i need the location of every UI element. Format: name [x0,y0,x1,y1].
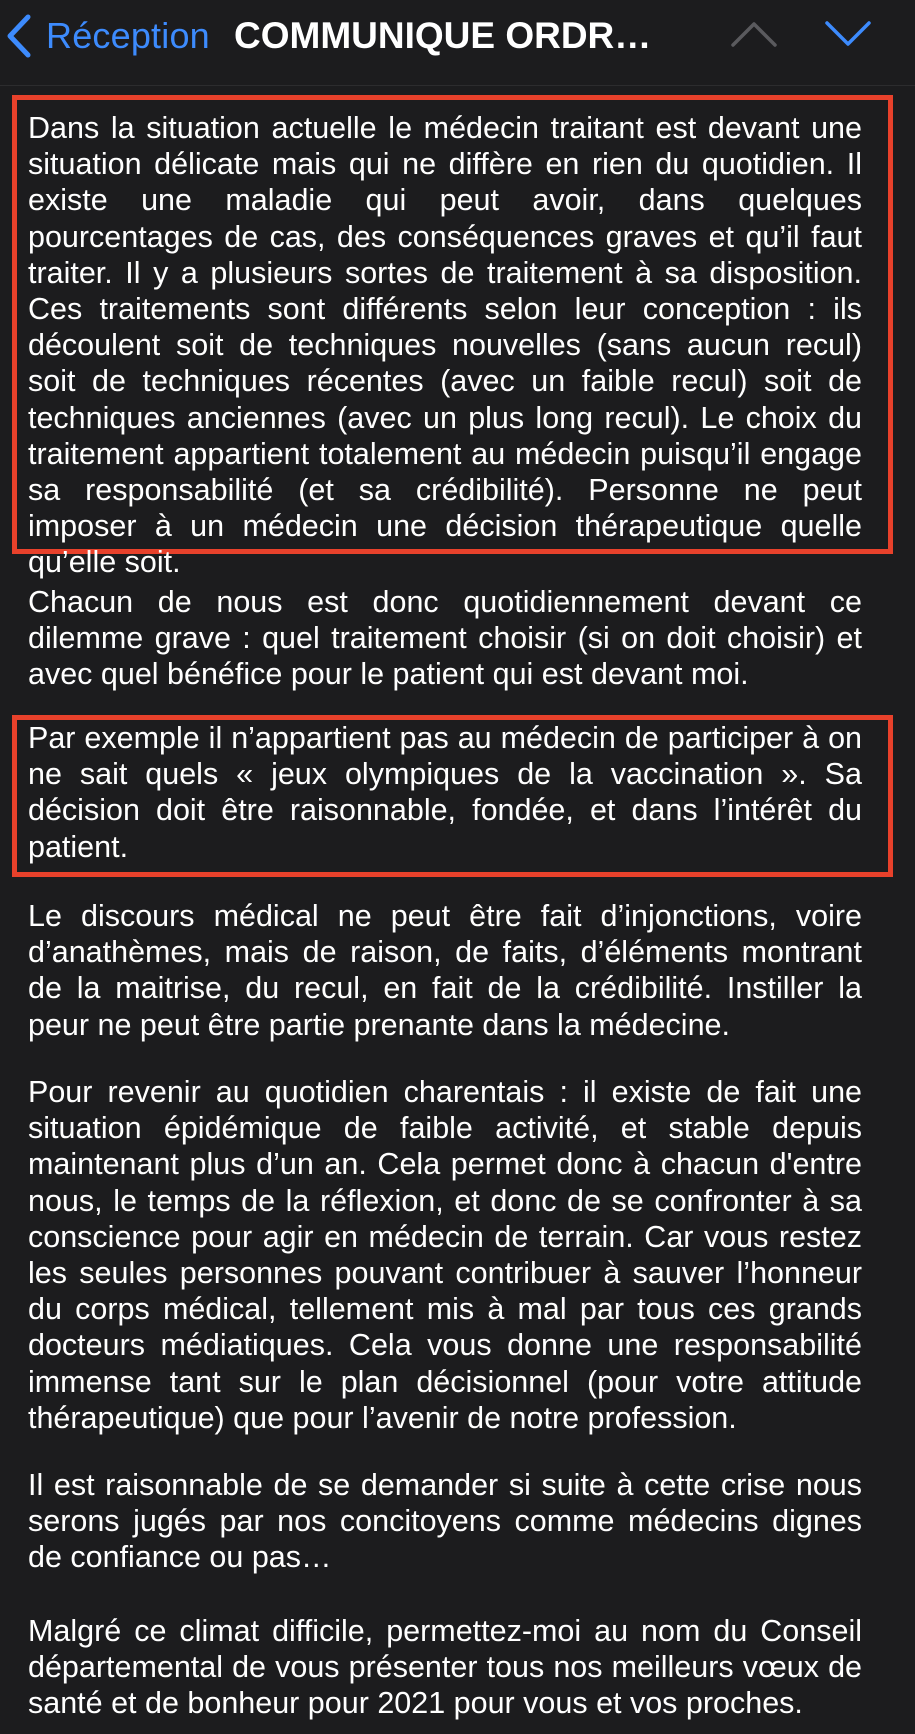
paragraph-7: Malgré ce climat difficile, permettez-moi au nom du Conseil départemental de vous présenter tous nos meilleurs vœux de santé et de bonheur pour 2021 pour vous et vos proches. [28,1614,862,1721]
paragraph-3: Par exemple il n’appartient pas au médecin de participer à on ne sait quels « jeux olympiques de la vaccination ». Sa décision doit être raisonnable, fondée, et dans l’intérêt du patient. [28,721,862,864]
paragraph-2: Chacun de nous est donc quotidiennement devant ce dilemme grave : quel traitement choisir (si on doit choisir) et avec quel bénéfice pour le patient qui est devant moi. [28,585,862,692]
chevron-left-icon [0,0,38,72]
chevron-down-icon [824,20,872,53]
paragraph-1: Dans la situation actuelle le médecin traitant est devant une situation délicate mais qui ne diffère en rien du quotidien. Il existe une maladie qui peut avoir, dans quelques pourcentages de cas, des conséquences graves et qu’il faut traiter. Il y a plusieurs sortes de traitement à sa disposition. Ces traitements sont différents selon leur conception : ils découlent soit de techniques nouvelles (sans aucun recul) soit de techniques récentes (avec un faible recul) soit de techniques anciennes (avec un plus long recul). Le choix du traitement appartient totalement au médecin puisqu’il engage sa responsabilité (et sa crédibilité). Personne ne peut imposer à un médecin une décision thérapeutique quelle qu’elle soit. [28,111,862,580]
paragraph-5: Pour revenir au quotidien charentais : il existe de fait une situation épidémique de faible activité, et stable depuis maintenant plus d’un an. Cela permet donc à chacun d'entre nous, le temps de la réflexion, et donc de se confronter à sa conscience pour agir en médecin de terrain. Car vous restez les seules personnes pouvant contribuer à sauver l’honneur du corps médical, tellement mis à mal par tous ces grands docteurs médiatiques. Cela vous donne une responsabilité immense tant sur le plan décisionnel (pour votre attitude thérapeutique) que pour l’avenir de notre profession. [28,1075,862,1435]
paragraph-6: Il est raisonnable de se demander si suite à cette crise nous serons jugés par nos concitoyens comme médecins dignes de confiance ou pas… [28,1468,862,1575]
next-message-button[interactable] [818,8,878,64]
navigation-bar [0,0,915,86]
back-label: Réception [46,15,210,56]
chevron-up-icon [730,20,778,53]
message-subject-title: COMMUNIQUE ORDR… [234,15,652,56]
paragraph-4: Le discours médical ne peut être fait d’injonctions, voire d’anathèmes, mais de raison, de faits, d’éléments montrant de la maitrise, du recul, en fait de la crédibilité. Instiller la peur ne peut être partie prenante dans la médecine. [28,899,862,1042]
back-button[interactable] [0,0,210,72]
previous-message-button[interactable] [724,8,784,64]
